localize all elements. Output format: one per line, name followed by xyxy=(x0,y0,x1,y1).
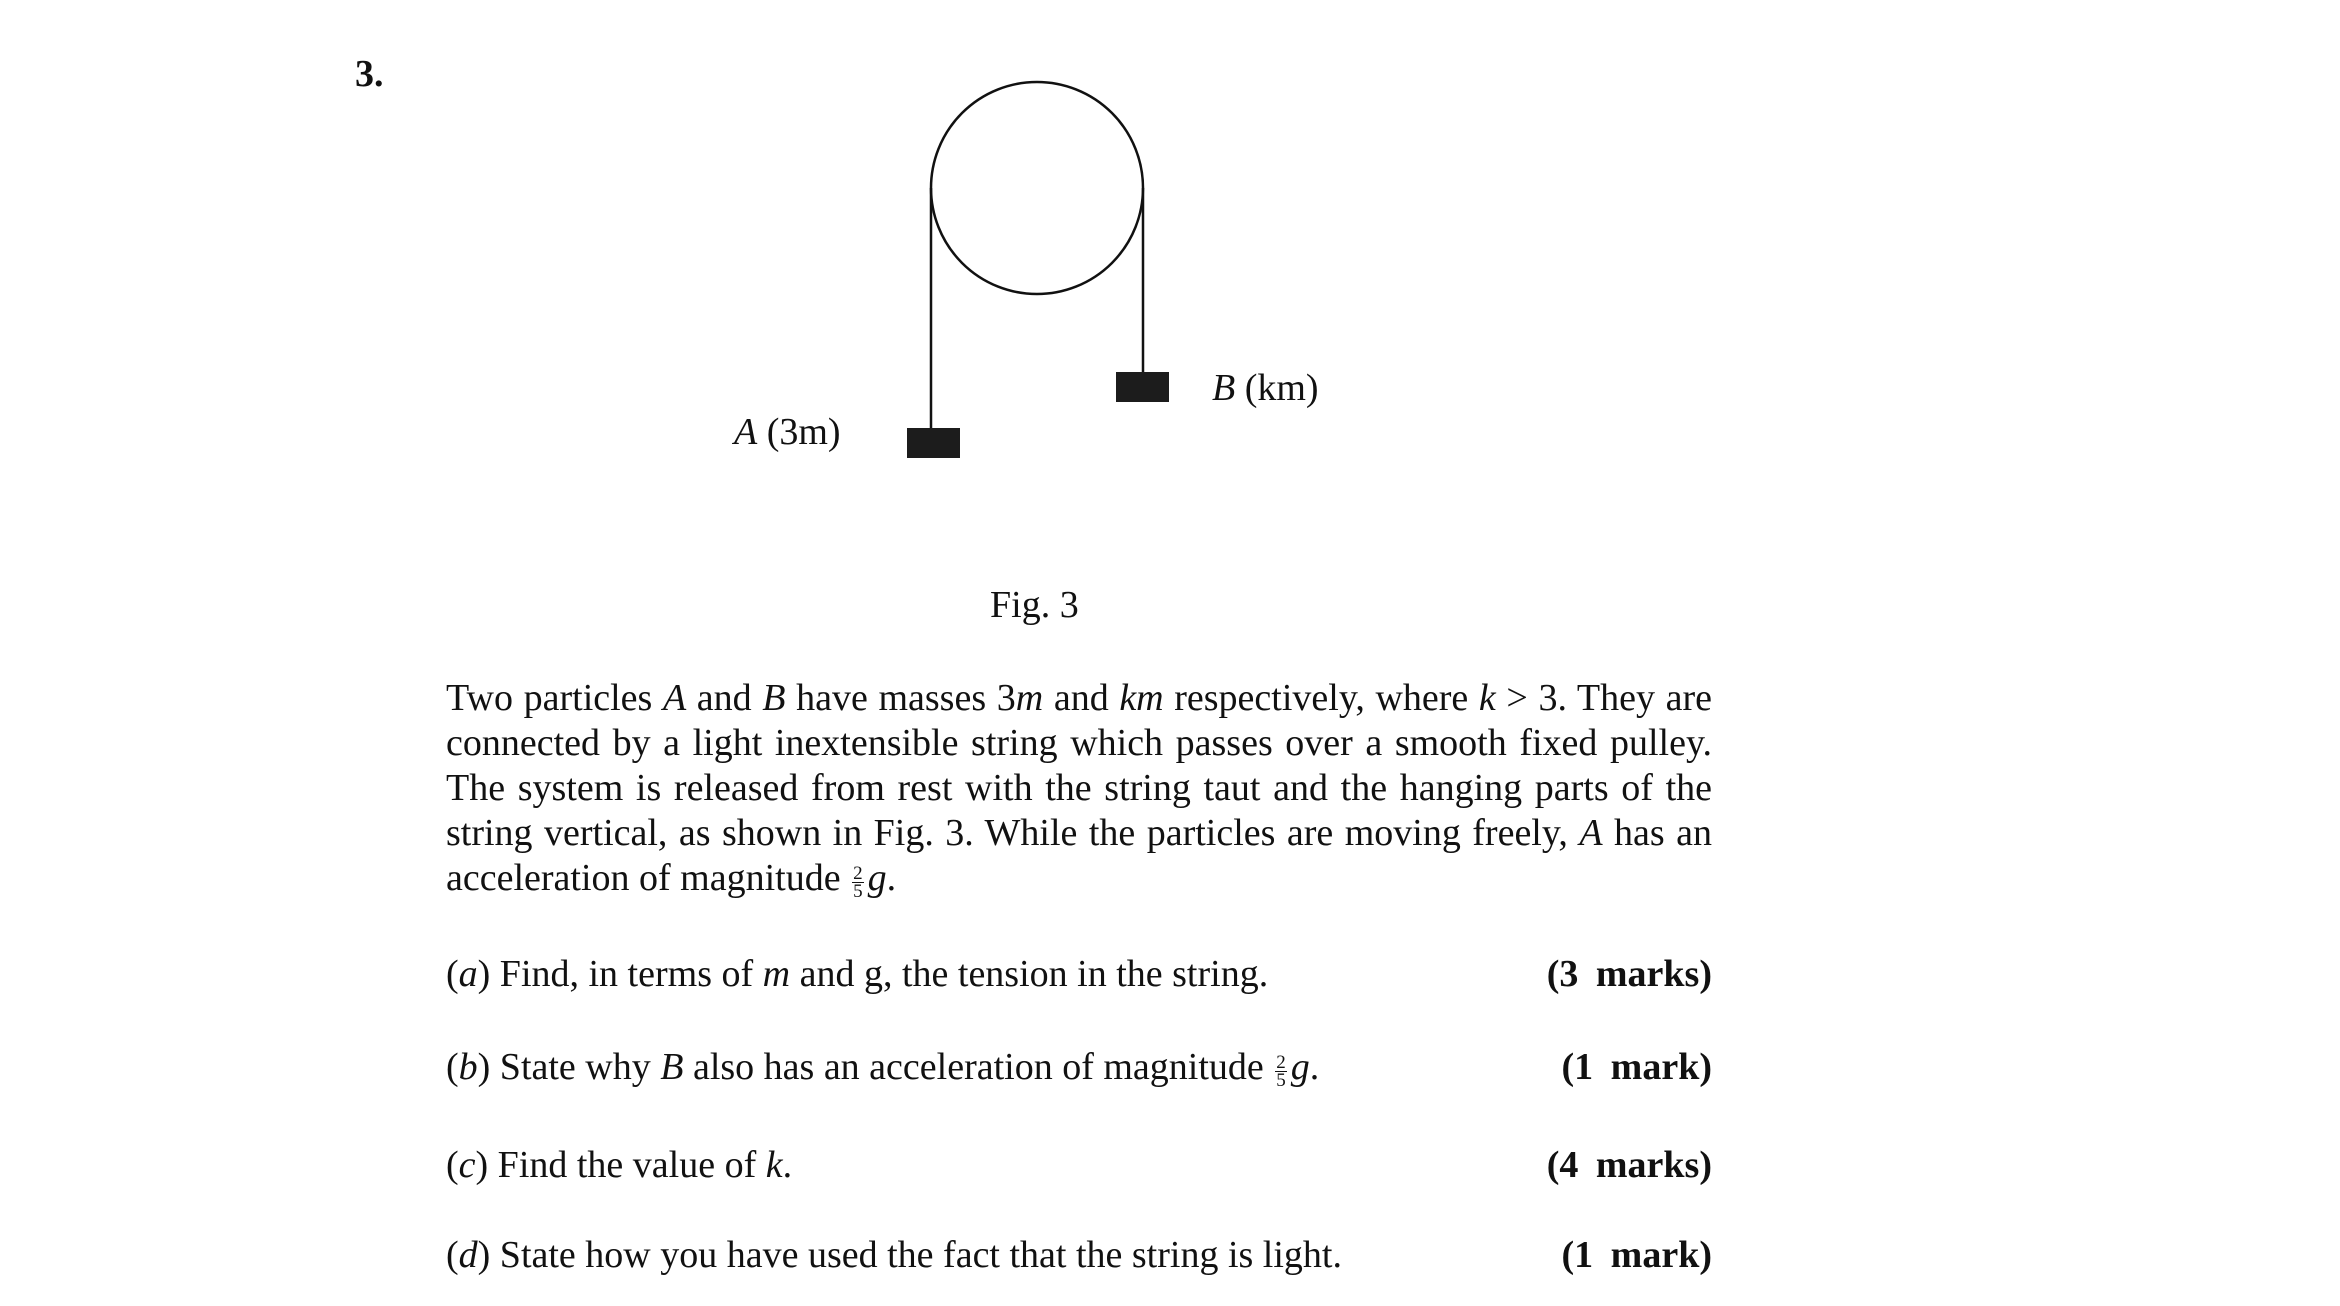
part-b-marks: (1 mark) xyxy=(1561,1046,1712,1088)
intro-var-g: g xyxy=(867,857,887,899)
particle-b-label xyxy=(1212,366,1319,410)
intro-var-m: m xyxy=(1015,677,1044,719)
intro-text-1: Two particles xyxy=(446,677,663,719)
intro-var-b: B xyxy=(762,677,786,719)
intro-text-2: and xyxy=(686,677,763,719)
fraction-denominator: 5 xyxy=(853,881,863,902)
part-c-marks: (4 marks) xyxy=(1546,1144,1712,1186)
part-a-var-m: m xyxy=(762,953,791,995)
intro-var-a-2: A xyxy=(1579,812,1603,854)
particle-a-label xyxy=(734,410,841,454)
intro-var-km: km xyxy=(1119,677,1164,719)
part-c-var-k: k xyxy=(765,1144,783,1186)
fraction-two-fifths xyxy=(852,865,864,900)
part-c-question: (c) Find the value of k. xyxy=(446,1144,793,1186)
fraction-numerator: 2 xyxy=(853,863,863,884)
part-a-marks: (3 marks) xyxy=(1546,953,1712,995)
intro-var-k: k xyxy=(1478,677,1496,719)
intro-text-8: . xyxy=(886,857,897,899)
part-d-marks: (1 mark) xyxy=(1561,1234,1712,1276)
part-c-letter: c xyxy=(458,1144,476,1186)
question-number: 3. xyxy=(355,53,384,95)
particle-a-block xyxy=(907,428,960,458)
particle-b-block xyxy=(1116,372,1169,402)
part-a-question: (a) Find, in terms of m and g, the tension in the string. xyxy=(446,953,1269,995)
figure-caption: Fig. 3 xyxy=(990,584,1079,626)
part-b-var-b: B xyxy=(660,1046,684,1088)
question-intro xyxy=(446,676,1712,901)
part-b-question: (b) State why B also has an acceleration of magnitude $\frac{2}{5}$ g. xyxy=(446,1046,1320,1091)
intro-text-7: has an acceleration of magnitude xyxy=(446,812,1712,899)
pulley-diagram xyxy=(0,0,2340,640)
part-b-fraction: $\frac{2}{5}$ xyxy=(1276,1052,1286,1091)
intro-text-6: > 3. They are connected by a light inextensible string which passes over a smooth fixed pulley. The system is released from rest with the string taut and the hanging parts of the string vertical, as shown in Fig. 3. While the particles are moving freely, xyxy=(446,677,1712,854)
particle-a-letter: A xyxy=(734,411,758,453)
particle-b-letter: B xyxy=(1212,367,1236,409)
pulley-wheel xyxy=(931,82,1143,294)
part-d-question: (d) State how you have used the fact that the string is light. xyxy=(446,1234,1342,1276)
part-b-var-g: g xyxy=(1290,1046,1310,1088)
pulley-figure xyxy=(0,0,2340,640)
particle-b-mass: (km) xyxy=(1244,367,1319,409)
part-a-letter: a xyxy=(458,953,478,995)
part-b-letter: b xyxy=(458,1046,478,1088)
intro-var-a: A xyxy=(662,677,687,719)
part-d-letter: d xyxy=(458,1234,478,1276)
intro-text-4: and xyxy=(1043,677,1120,719)
particle-a-mass: (3m) xyxy=(766,411,841,453)
intro-text-5: respectively, where xyxy=(1163,677,1479,719)
intro-text-3: have masses 3 xyxy=(785,677,1016,719)
